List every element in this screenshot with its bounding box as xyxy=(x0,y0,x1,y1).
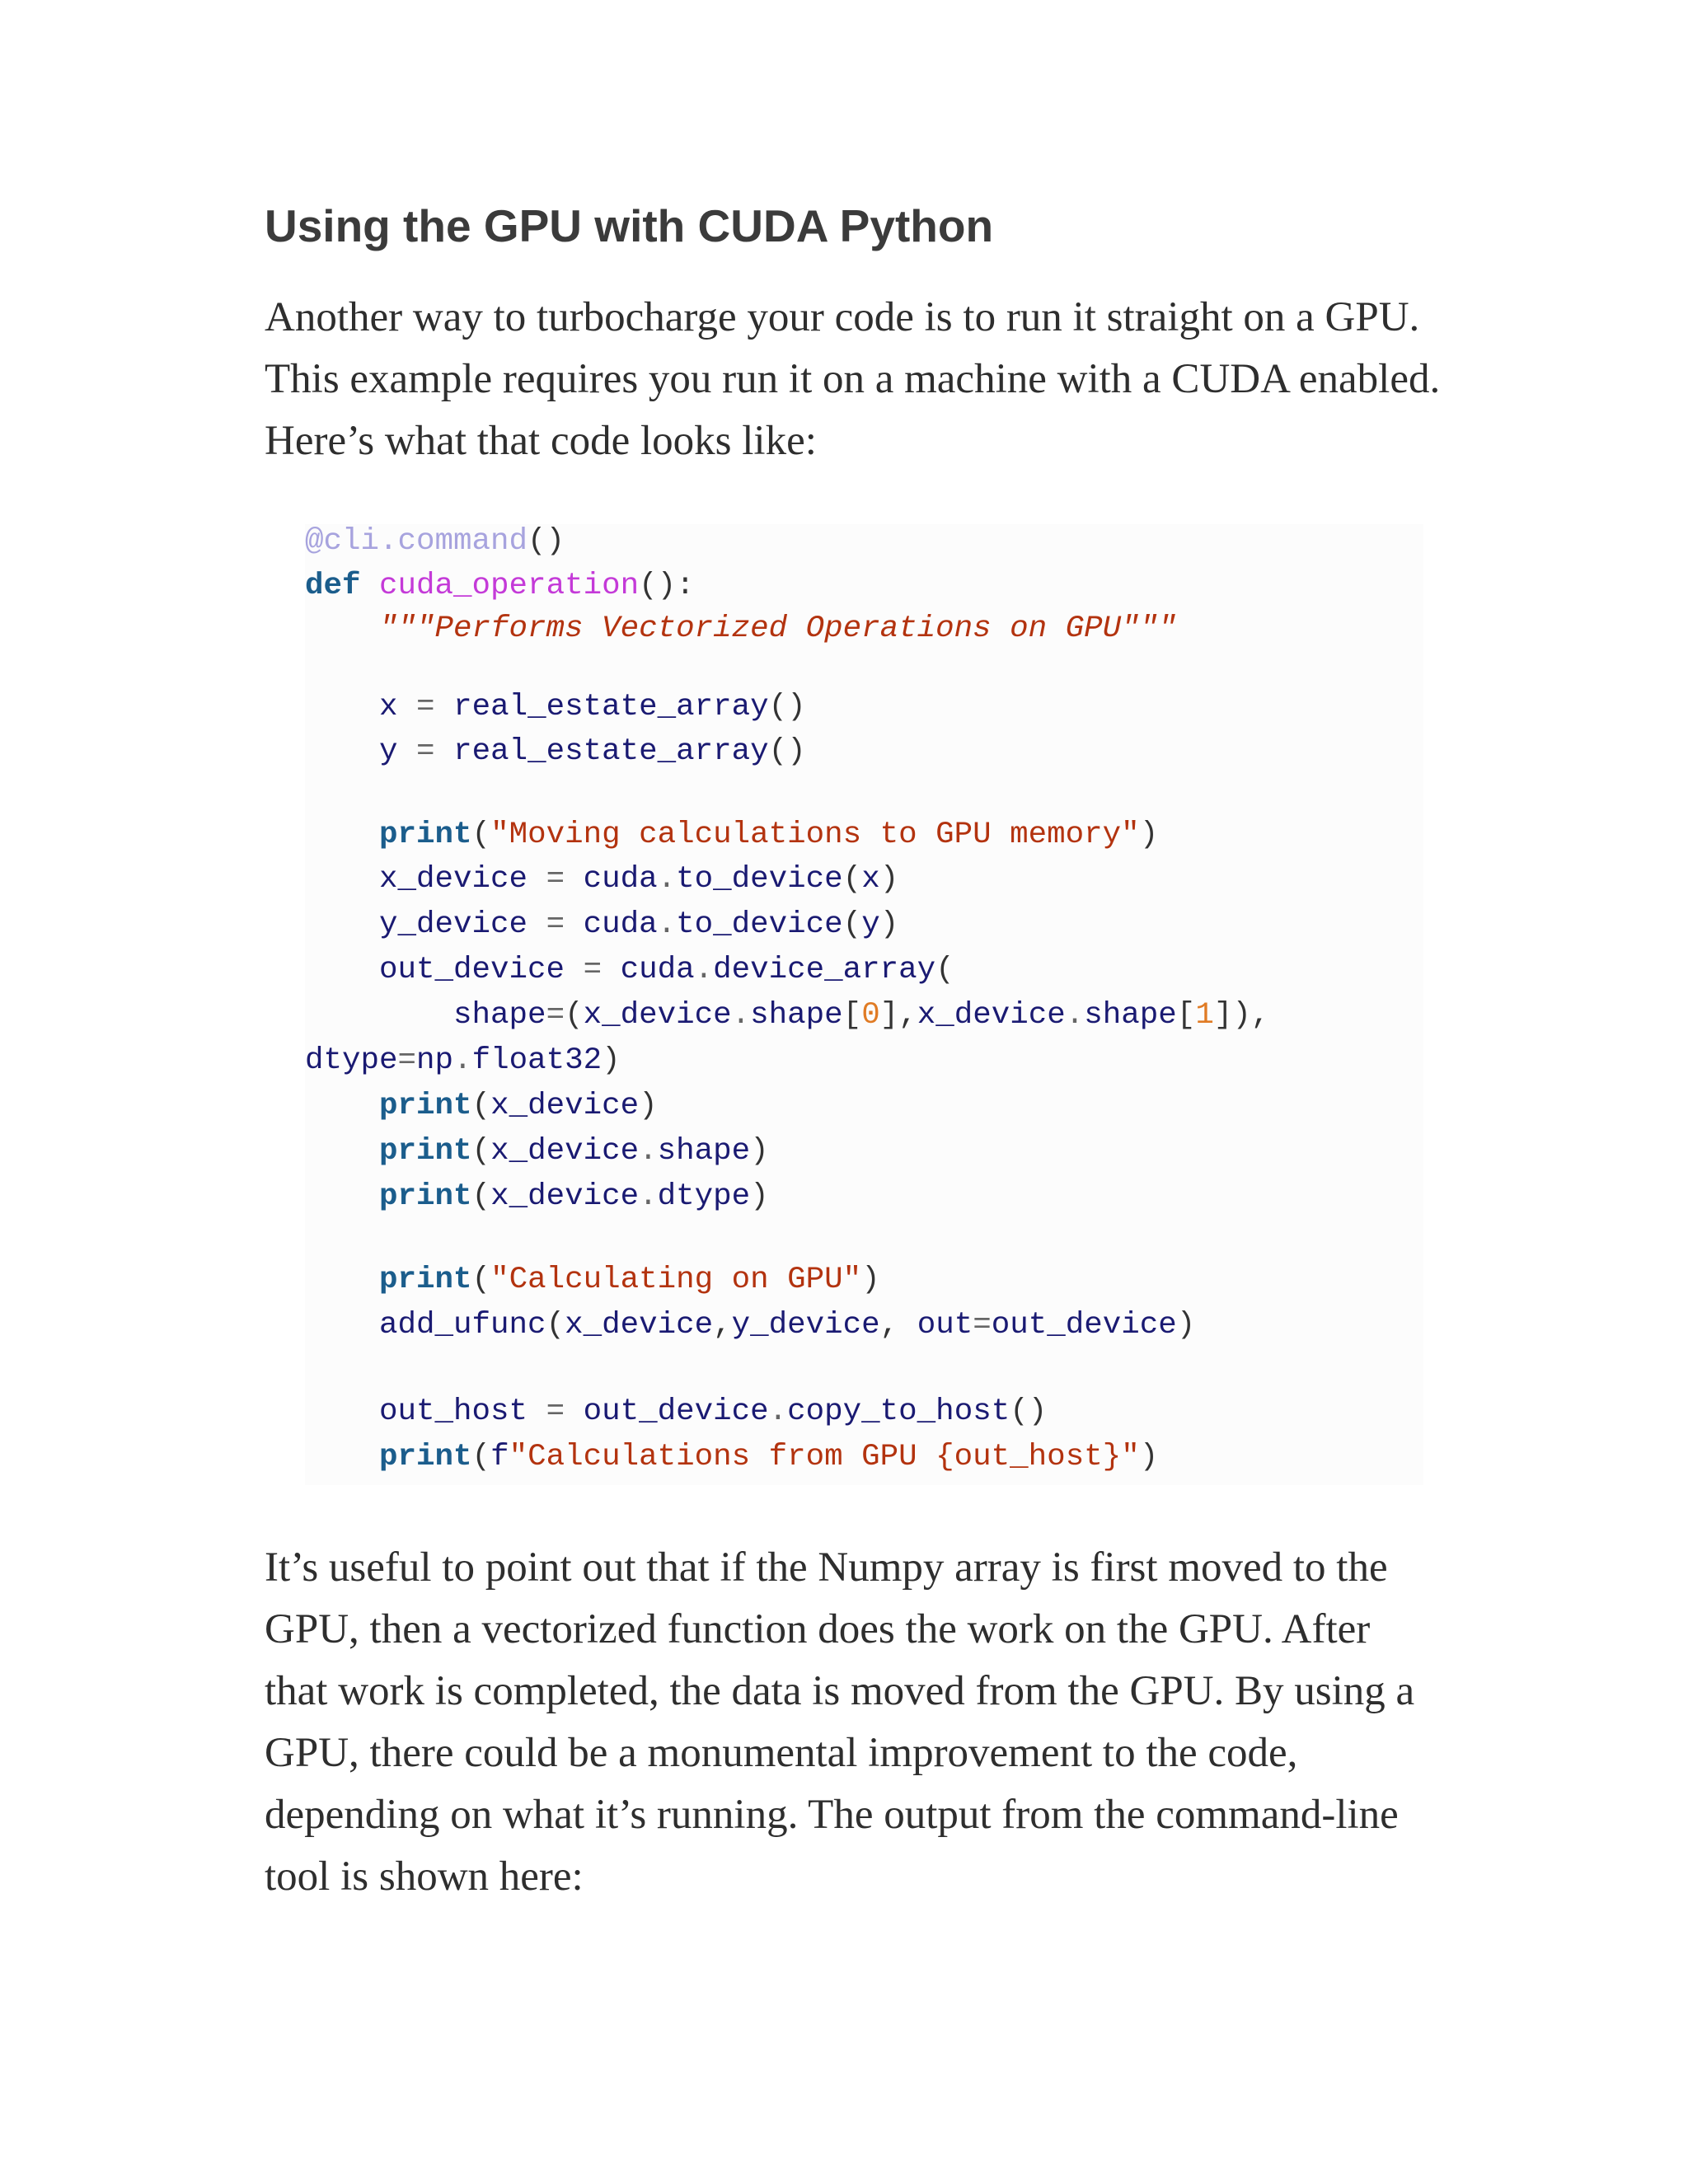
operator: = xyxy=(416,690,435,724)
identifier: x_device xyxy=(490,1089,640,1123)
punctuation: (): xyxy=(639,569,695,603)
operator: . xyxy=(731,998,751,1033)
outro-line: that work is completed, the data is moved from the GPU. By using a xyxy=(265,1668,1415,1714)
punctuation: ( xyxy=(471,1089,491,1123)
punctuation: [ xyxy=(842,998,862,1033)
identifier: x_device xyxy=(490,1134,640,1169)
identifier: x_device xyxy=(583,998,732,1033)
punctuation: ) xyxy=(861,1263,880,1297)
code-line xyxy=(305,521,565,562)
punctuation: () xyxy=(1010,1394,1048,1429)
code-line xyxy=(305,1305,1195,1346)
punctuation: () xyxy=(528,524,565,559)
docstring: """Performs Vectorized Operations on GPU""" xyxy=(379,612,1177,646)
operator: . xyxy=(657,907,677,942)
number-literal: 1 xyxy=(1195,998,1214,1033)
identifier: y_device xyxy=(379,907,528,942)
identifier: out_device xyxy=(583,1394,769,1429)
keyword: print xyxy=(379,1440,472,1474)
punctuation: [ xyxy=(1176,998,1196,1033)
operator: = xyxy=(583,953,603,987)
punctuation: ) xyxy=(639,1089,658,1123)
string-literal: "Calculating on GPU" xyxy=(490,1263,862,1297)
identifier: x_device xyxy=(917,998,1066,1033)
code-line xyxy=(305,859,898,900)
identifier: real_estate_array xyxy=(453,690,769,724)
decorator: @cli.command xyxy=(305,524,528,559)
intro-line: This example requires you run it on a machine with a CUDA enabled. xyxy=(265,356,1441,402)
punctuation: ) xyxy=(1176,1308,1196,1343)
code-line xyxy=(305,949,954,991)
identifier: x_device xyxy=(565,1308,714,1343)
fstring-prefix: f xyxy=(490,1440,509,1474)
punctuation: () xyxy=(768,734,806,769)
identifier: x xyxy=(861,862,880,897)
operator: = xyxy=(546,907,565,942)
punctuation: ) xyxy=(1139,1440,1159,1474)
punctuation: ( xyxy=(546,1308,565,1343)
code-line xyxy=(305,1085,658,1127)
identifier: to_device xyxy=(676,862,843,897)
operator: = xyxy=(397,1043,417,1078)
code-line xyxy=(305,814,1158,855)
operator: . xyxy=(694,953,714,987)
identifier: shape xyxy=(657,1134,751,1169)
operator: = xyxy=(973,1308,992,1343)
identifier: out_host xyxy=(379,1394,528,1429)
code-line xyxy=(305,1259,880,1301)
identifier: dtype xyxy=(657,1179,751,1214)
punctuation: ( xyxy=(935,953,954,987)
punctuation: ( xyxy=(842,862,862,897)
intro-paragraph xyxy=(265,287,1440,472)
identifier: shape xyxy=(750,998,843,1033)
keyword: print xyxy=(379,1263,472,1297)
code-line xyxy=(305,687,806,728)
punctuation: ( xyxy=(565,998,584,1033)
punctuation: ( xyxy=(471,1263,491,1297)
identifier: out xyxy=(917,1308,973,1343)
outro-line: depending on what it’s running. The output from the command-line xyxy=(265,1792,1399,1838)
identifier: float32 xyxy=(471,1043,603,1078)
code-line xyxy=(305,1391,1047,1432)
identifier: cuda xyxy=(583,862,658,897)
punctuation: , xyxy=(879,1308,899,1343)
identifier: y_device xyxy=(731,1308,880,1343)
operator: . xyxy=(639,1134,658,1169)
identifier: cuda xyxy=(583,907,658,942)
punctuation: ) xyxy=(750,1134,769,1169)
identifier: out_device xyxy=(991,1308,1177,1343)
identifier: cuda xyxy=(620,953,695,987)
code-line xyxy=(305,1176,769,1217)
identifier: x_device xyxy=(379,862,528,897)
outro-line: GPU, then a vectorized function does the work on the GPU. After xyxy=(265,1606,1371,1652)
outro-line: tool is shown here: xyxy=(265,1854,584,1900)
keyword: def xyxy=(305,569,361,603)
punctuation: ]), xyxy=(1213,998,1270,1033)
keyword: print xyxy=(379,1134,472,1169)
punctuation: ) xyxy=(1139,818,1159,852)
operator: . xyxy=(1065,998,1085,1033)
identifier: shape xyxy=(1084,998,1177,1033)
punctuation: ( xyxy=(842,907,862,942)
punctuation: ) xyxy=(602,1043,621,1078)
punctuation: ) xyxy=(879,862,899,897)
identifier: x xyxy=(379,690,398,724)
operator: . xyxy=(639,1179,658,1214)
identifier: copy_to_host xyxy=(787,1394,1010,1429)
outro-line: It’s useful to point out that if the Numpy array is first moved to the xyxy=(265,1544,1388,1591)
code-line xyxy=(305,608,1177,649)
operator: = xyxy=(546,998,565,1033)
function-name: cuda_operation xyxy=(379,569,640,603)
operator: = xyxy=(546,862,565,897)
identifier: y xyxy=(379,734,398,769)
section-heading: Using the GPU with CUDA Python xyxy=(265,200,994,251)
code-line xyxy=(305,1436,1158,1478)
code-line xyxy=(305,565,695,607)
punctuation: , xyxy=(713,1308,732,1343)
string-literal: "Moving calculations to GPU memory" xyxy=(490,818,1140,852)
intro-line: Another way to turbocharge your code is to run it straight on a GPU. xyxy=(265,294,1420,340)
code-line xyxy=(305,995,1269,1036)
string-literal: "Calculations from GPU {out_host}" xyxy=(509,1440,1140,1474)
identifier: to_device xyxy=(676,907,843,942)
intro-line: Here’s what that code looks like: xyxy=(265,418,817,464)
operator: . xyxy=(453,1043,472,1078)
code-line xyxy=(305,904,898,945)
operator: . xyxy=(768,1394,788,1429)
operator: . xyxy=(657,862,677,897)
keyword: print xyxy=(379,1179,472,1214)
identifier: device_array xyxy=(713,953,936,987)
code-line xyxy=(305,1131,769,1172)
punctuation: ) xyxy=(750,1179,769,1214)
keyword: print xyxy=(379,818,472,852)
identifier: dtype xyxy=(305,1043,398,1078)
outro-line: GPU, there could be a monumental improvement to the code, xyxy=(265,1730,1298,1776)
identifier: add_ufunc xyxy=(379,1308,546,1343)
outro-paragraph xyxy=(265,1537,1414,1908)
identifier: x_device xyxy=(490,1179,640,1214)
punctuation: ( xyxy=(471,1179,491,1214)
keyword: print xyxy=(379,1089,472,1123)
punctuation: ) xyxy=(879,907,899,942)
identifier: y xyxy=(861,907,880,942)
punctuation: () xyxy=(768,690,806,724)
identifier: np xyxy=(416,1043,454,1078)
punctuation: ( xyxy=(471,818,491,852)
identifier: out_device xyxy=(379,953,565,987)
punctuation: ( xyxy=(471,1440,491,1474)
punctuation: ], xyxy=(879,998,917,1033)
number-literal: 0 xyxy=(861,998,880,1033)
punctuation: ( xyxy=(471,1134,491,1169)
code-line xyxy=(305,1040,621,1081)
code-line xyxy=(305,731,806,772)
operator: = xyxy=(416,734,435,769)
identifier: shape xyxy=(453,998,546,1033)
identifier: real_estate_array xyxy=(453,734,769,769)
operator: = xyxy=(546,1394,565,1429)
